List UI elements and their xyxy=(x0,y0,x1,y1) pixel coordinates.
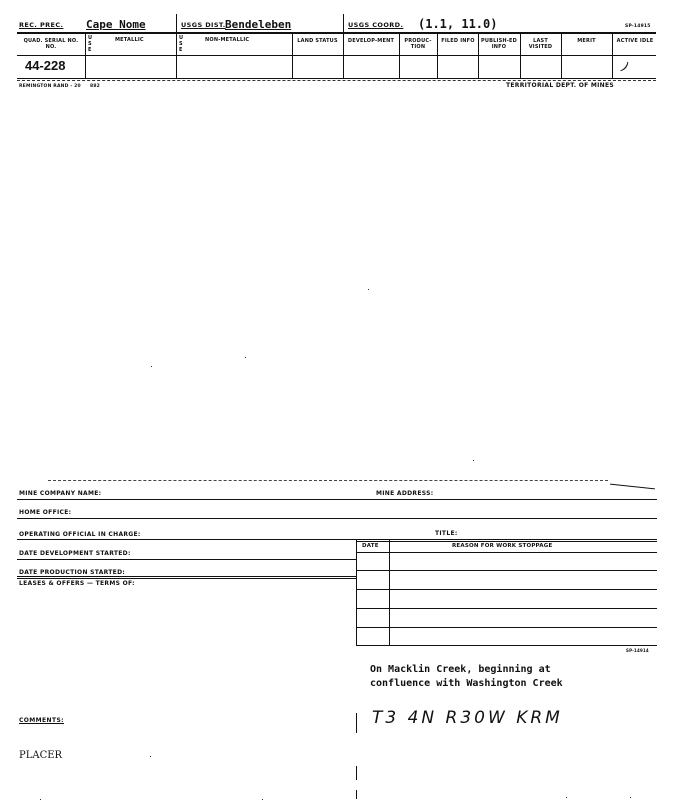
card-footer-right: TERRITORIAL DEPT. OF MINES xyxy=(506,82,615,89)
operating-official-label: OPERATING OFFICIAL IN CHARGE: xyxy=(19,531,141,538)
form-number-top: SP-14915 xyxy=(625,24,651,29)
scan-speck xyxy=(368,289,369,290)
table-row-line xyxy=(356,608,657,609)
typed-note-line-1: On Macklin Creek, beginning at xyxy=(370,664,551,675)
rule-production-double xyxy=(17,578,356,579)
rule-official-double xyxy=(356,541,657,542)
col-divider xyxy=(478,32,479,78)
table-row-line xyxy=(356,589,657,590)
typed-note-line-2: confluence with Washington Creek xyxy=(370,678,563,689)
col-filed-info: FILED INFO xyxy=(441,38,475,44)
comments-divider xyxy=(356,713,357,733)
col-merit: MERIT xyxy=(577,38,596,44)
col-metallic: METALLIC xyxy=(115,37,144,43)
date-development-label: DATE DEVELOPMENT STARTED: xyxy=(19,550,131,557)
col-divider xyxy=(561,32,562,78)
date-production-label: DATE PRODUCTION STARTED: xyxy=(19,569,126,576)
comments-divider xyxy=(356,790,357,799)
lower-card-edge xyxy=(48,480,608,481)
card-footer-left: REMINGTON RAND - 20 xyxy=(19,84,81,89)
row-rule xyxy=(17,78,656,79)
reason-col-header: REASON FOR WORK STOPPAGE xyxy=(452,543,553,549)
scan-speck xyxy=(245,357,246,358)
col-divider xyxy=(520,32,521,78)
placer-note: PLACER xyxy=(19,750,63,761)
rule-company xyxy=(17,499,657,500)
col-use-2: U S E xyxy=(179,35,184,53)
col-quad-serial: QUAD. SERIAL NO. NO. xyxy=(23,38,79,50)
col-divider xyxy=(437,32,438,78)
col-divider xyxy=(292,32,293,78)
usgs-coord-label: USGS COORD. xyxy=(348,21,404,29)
col-active-idle: ACTIVE IDLE xyxy=(616,38,654,44)
table-row-line xyxy=(356,645,657,646)
lower-card-curl xyxy=(610,484,655,490)
card-footer-code: 882 xyxy=(90,84,100,89)
col-use-1: U S E xyxy=(88,35,93,53)
table-row-line xyxy=(356,570,657,571)
quad-serial-value: 44-228 xyxy=(25,58,66,73)
leases-offers-label: LEASES & OFFERS — TERMS OF: xyxy=(19,580,135,587)
scan-speck xyxy=(150,756,151,757)
rule-production xyxy=(17,576,356,577)
card-edge xyxy=(17,80,656,81)
col-divider xyxy=(176,14,177,78)
usgs-coord-value: (1.1, 11.0) xyxy=(418,17,498,31)
scan-speck xyxy=(566,797,567,798)
rule-home-office xyxy=(17,518,657,519)
handwritten-township-note: T3 4N R30W KRM xyxy=(372,708,563,728)
scan-speck xyxy=(40,799,41,800)
rule-development xyxy=(17,559,356,560)
usgs-dist-label: USGS DIST. xyxy=(181,21,226,29)
usgs-dist-value: Bendeleben xyxy=(225,18,292,31)
scan-speck xyxy=(473,460,474,461)
mine-address-label: MINE ADDRESS: xyxy=(376,490,434,497)
home-office-label: HOME OFFICE: xyxy=(19,509,72,516)
col-non-metallic: NON-METALLIC xyxy=(205,37,250,43)
comments-divider xyxy=(356,766,357,780)
table-row-line xyxy=(356,627,657,628)
comments-label: COMMENTS: xyxy=(19,717,64,724)
table-left-edge xyxy=(356,539,357,645)
table-date-divider xyxy=(389,539,390,645)
scan-speck xyxy=(630,797,631,798)
table-row-line xyxy=(356,552,657,553)
scan-speck xyxy=(151,366,152,367)
mine-company-name-label: MINE COMPANY NAME: xyxy=(19,490,102,497)
title-label: TITLE: xyxy=(435,530,458,537)
col-divider xyxy=(85,32,86,78)
col-divider xyxy=(612,32,613,78)
col-divider xyxy=(399,32,400,78)
col-divider xyxy=(343,14,344,78)
col-published-info: PUBLISH-ED INFO xyxy=(480,38,517,50)
col-land-status: LAND STATUS xyxy=(297,38,338,44)
active-idle-mark: ) xyxy=(617,60,632,75)
scan-speck xyxy=(262,799,263,800)
rec-prec-value: Cape Nome xyxy=(86,18,146,31)
col-development: DEVELOP-MENT xyxy=(347,38,395,44)
date-col-header: DATE xyxy=(362,543,379,549)
rule-official xyxy=(17,539,657,540)
col-last-visited: LAST VISITED xyxy=(528,38,553,50)
form-number-bottom: SP-14914 xyxy=(626,648,649,653)
col-production: PRODUC-TION xyxy=(404,38,432,50)
rec-prec-label: REC. PREC. xyxy=(19,21,64,29)
